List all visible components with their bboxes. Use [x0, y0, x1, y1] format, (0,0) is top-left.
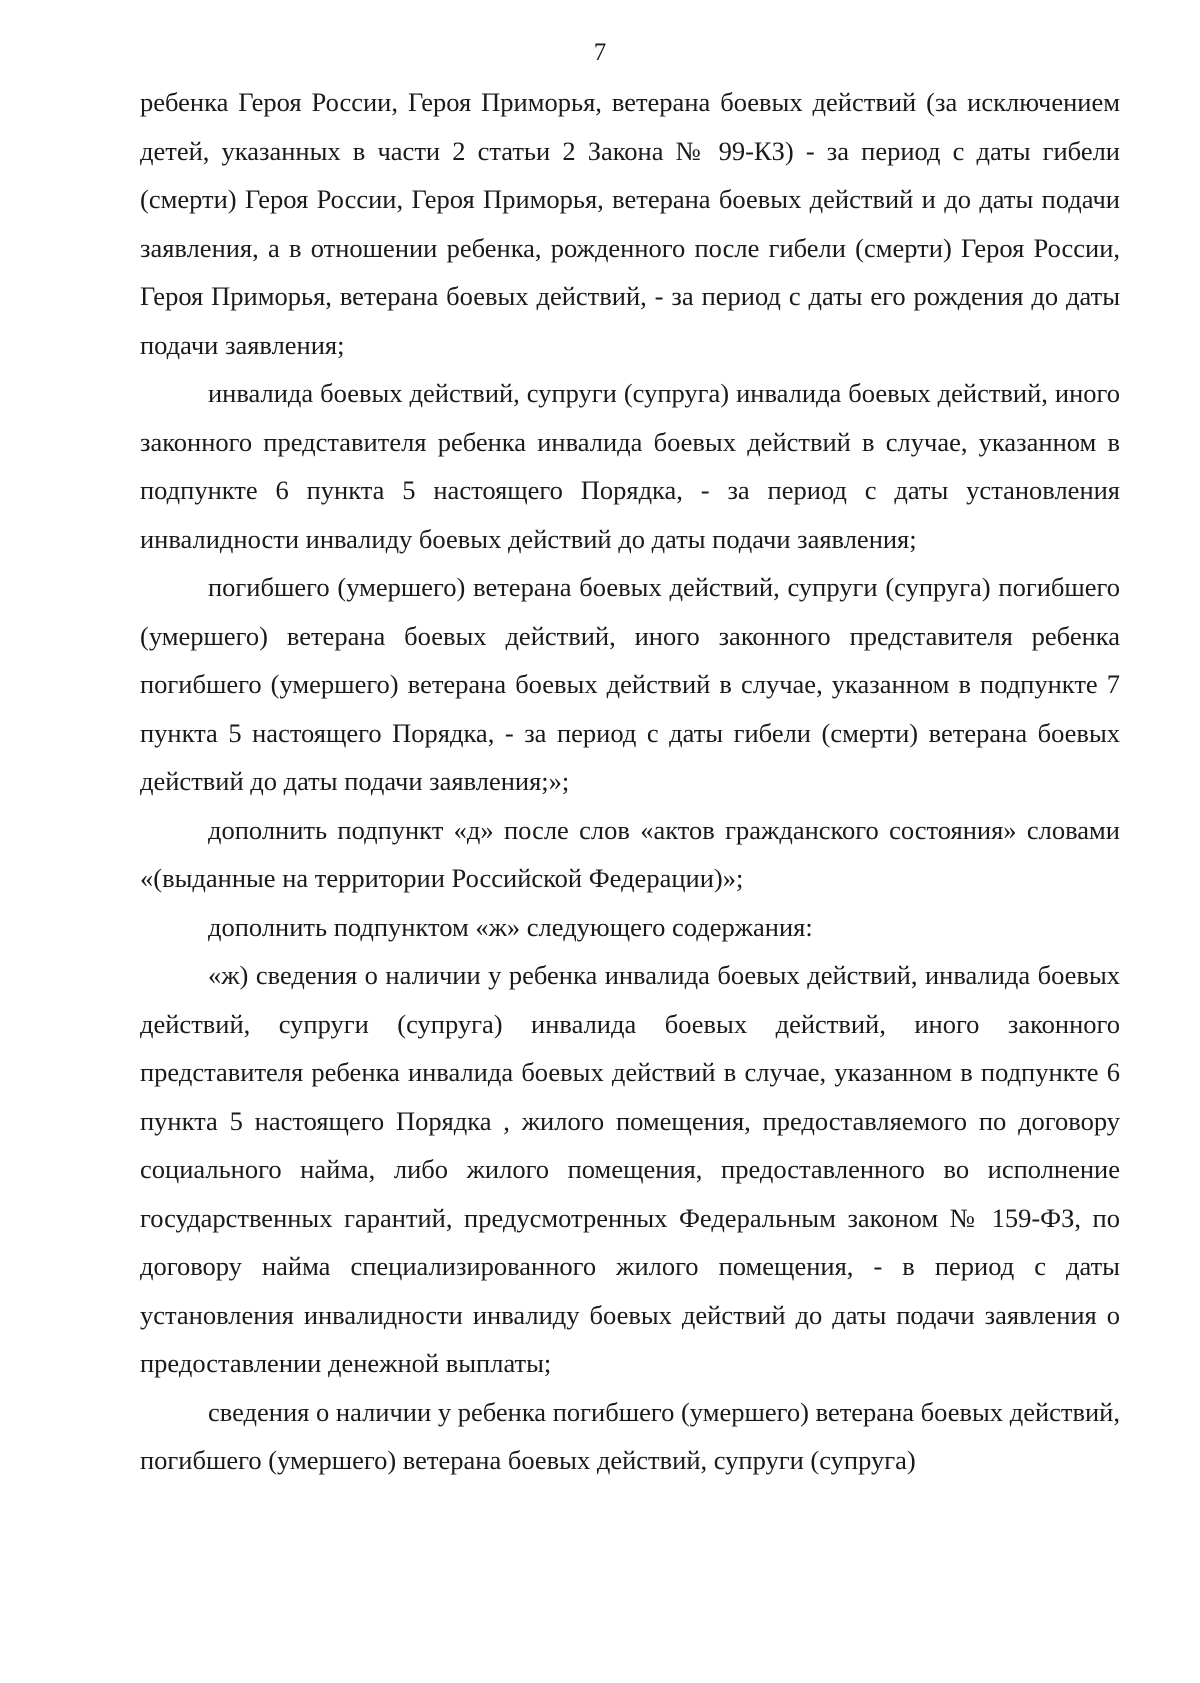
paragraph-7: сведения о наличии у ребенка погибшего (умершего) ветерана боевых действий, погибшего (умершего) ветерана боевых действий, супруги (супруга)	[140, 1396, 1120, 1475]
paragraph-3: погибшего (умершего) ветерана боевых действий, супруги (супруга) погибшего (умершего) ветерана боевых действий, иного законного представителя ребенка погибшего (умершего) ветерана боевых действий в случае, указанном в подпункте 7 пункта 5 настоящего Порядка, - за период с даты гибели (смерти) ветерана боевых действий до даты подачи заявления;»;	[140, 572, 1120, 796]
paragraph-1: ребенка Героя России, Героя Приморья, ветерана боевых действий (за исключением детей, указанных в части 2 статьи 2 Закона № 99-КЗ) - за период с даты гибели (смерти) Героя России, Героя Приморья, ветерана боевых действий и до даты подачи заявления, а в отношении ребенка, рожденного после гибели (смерти) Героя России, Героя Приморья, ветерана боевых действий, - за период с даты его рождения до даты подачи заявления;	[140, 87, 1120, 360]
paragraph-4: дополнить подпункт «д» после слов «актов гражданского состояния» словами «(выданные на территории Российской Федерации)»;	[140, 814, 1120, 893]
paragraph-6: «ж) сведения о наличии у ребенка инвалида боевых действий, инвалида боевых действий, супруги (супруга) инвалида боевых действий, иного законного представителя ребенка инвалида боевых действий в случае, указанном в подпункте 6 пункта 5 настоящего Порядка , жилого помещения, предоставляемого по договору социального найма, либо жилого помещения, предоставленного во исполнение государственных гарантий, предусмотренных Федеральным законом № 159-ФЗ, по договору найма специализированного жилого помещения, - в период с даты установления инвалидности инвалиду боевых действий до даты подачи заявления о предоставлении денежной выплаты;	[140, 960, 1120, 1378]
page-number: 7	[593, 39, 607, 66]
paragraph-2: инвалида боевых действий, супруги (супруга) инвалида боевых действий, иного законного представителя ребенка инвалида боевых действий в случае, указанном в подпункте 6 пункта 5 настоящего Порядка, - за период с даты установления инвалидности инвалиду боевых действий до даты подачи заявления;	[140, 378, 1120, 554]
paragraph-5: дополнить подпунктом «ж» следующего содержания:	[208, 911, 813, 942]
document-body	[140, 78, 1120, 1485]
